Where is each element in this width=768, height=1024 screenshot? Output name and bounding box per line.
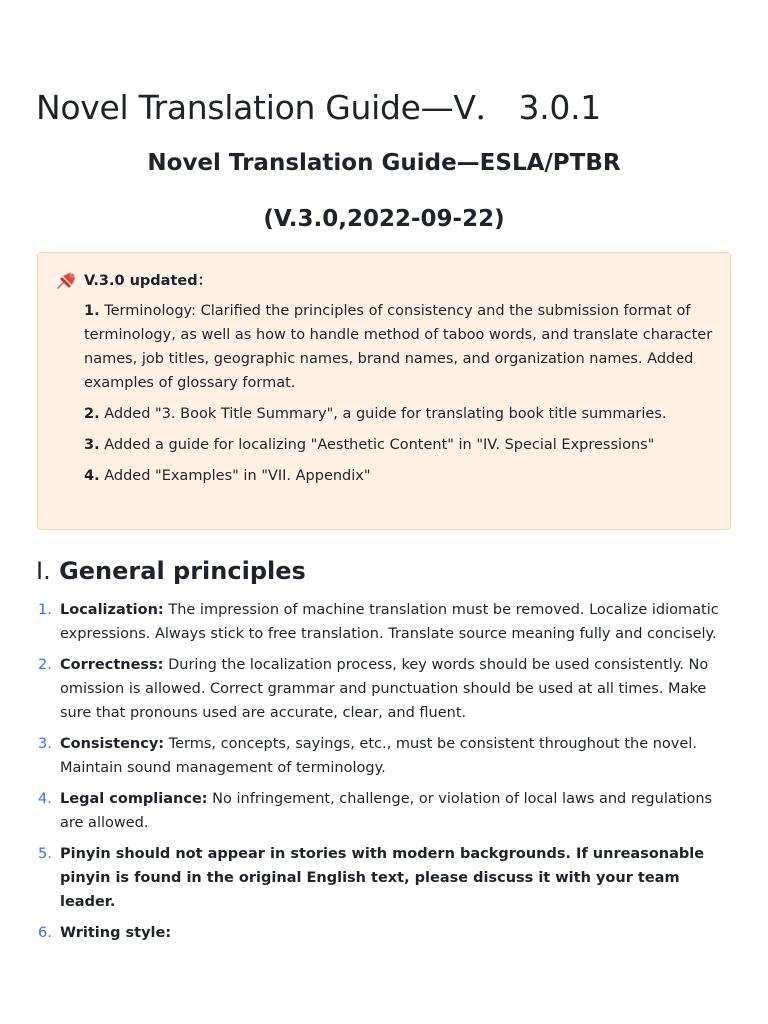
section-number: I. [36, 557, 51, 585]
page-title: Novel Translation Guide—V． 3.0.1 [36, 88, 601, 127]
list-item-label: Correctness: [60, 657, 164, 673]
list-item-text: During the localization process, key words should be used consistently. No omission is allowed. Correct grammar and punctuation should be used at all times. Make sure that pronouns used are accurate, clear, and fluent. [60, 657, 709, 721]
update-item-text: Terminology: Clarified the principles of consistency and the submission format of terminology, as well as how to handle method of taboo words, and translate character names, job titles, geographic names, brand names, and organization names. Added examples of glossary format. [84, 303, 713, 391]
update-item [84, 402, 714, 426]
update-item-text: Added "Examples" in "VII. Appendix" [99, 468, 371, 484]
list-item-text: No infringement, challenge, or violation of local laws and regulations are allowed. [60, 791, 713, 831]
update-item-number: 2. [84, 406, 100, 422]
list-item-number: 6. [38, 925, 52, 941]
callout-header [54, 269, 212, 290]
list-item-text: The impression of machine translation must be removed. Localize idiomatic expressions. Always stick to free translation. Translate source meaning fully and concisely. [60, 602, 719, 642]
update-item [84, 464, 714, 488]
list-item-number: 1. [38, 602, 52, 618]
update-item [84, 299, 714, 395]
list-item-number: 5. [38, 846, 52, 862]
principles-list [36, 598, 730, 952]
list-item [36, 732, 730, 780]
pushpin-icon [54, 270, 78, 290]
section-heading [36, 557, 306, 585]
list-item-label: Writing style: [60, 925, 172, 941]
update-item [84, 433, 714, 457]
callout-heading: V.3.0 updated： [84, 273, 213, 289]
update-item-number: 3. [84, 437, 100, 453]
list-item-number: 4. [38, 791, 52, 807]
list-item-text: Terms, concepts, sayings, etc., must be consistent throughout the novel. Maintain sound management of terminology. [60, 736, 697, 776]
list-item [36, 842, 730, 914]
list-item [36, 921, 730, 945]
list-item [36, 787, 730, 835]
list-item [36, 598, 730, 646]
update-item-text: Added a guide for localizing "Aesthetic Content" in "IV. Special Expressions" [99, 437, 655, 453]
list-item-label: Consistency: [60, 736, 165, 752]
list-item-number: 3. [38, 736, 52, 752]
update-item-number: 1. [84, 303, 100, 319]
version-date: (V.3.0,2022-09-22) [263, 206, 505, 232]
update-callout [37, 252, 731, 530]
update-list [84, 299, 714, 495]
list-item-label: Localization: [60, 602, 164, 618]
section-title: General principles [59, 557, 306, 585]
document-subtitle: Novel Translation Guide—ESLA/PTBR [147, 150, 621, 176]
update-item-number: 4. [84, 468, 100, 484]
list-item [36, 653, 730, 725]
list-item-label: Legal compliance: [60, 791, 208, 807]
list-item-number: 2. [38, 657, 52, 673]
list-item-label: Pinyin should not appear in stories with modern backgrounds. If unreasonable pinyin is found in the original English text, please discuss it with your team leader. [60, 846, 705, 910]
update-item-text: Added "3. Book Title Summary", a guide for translating book title summaries. [99, 406, 667, 422]
